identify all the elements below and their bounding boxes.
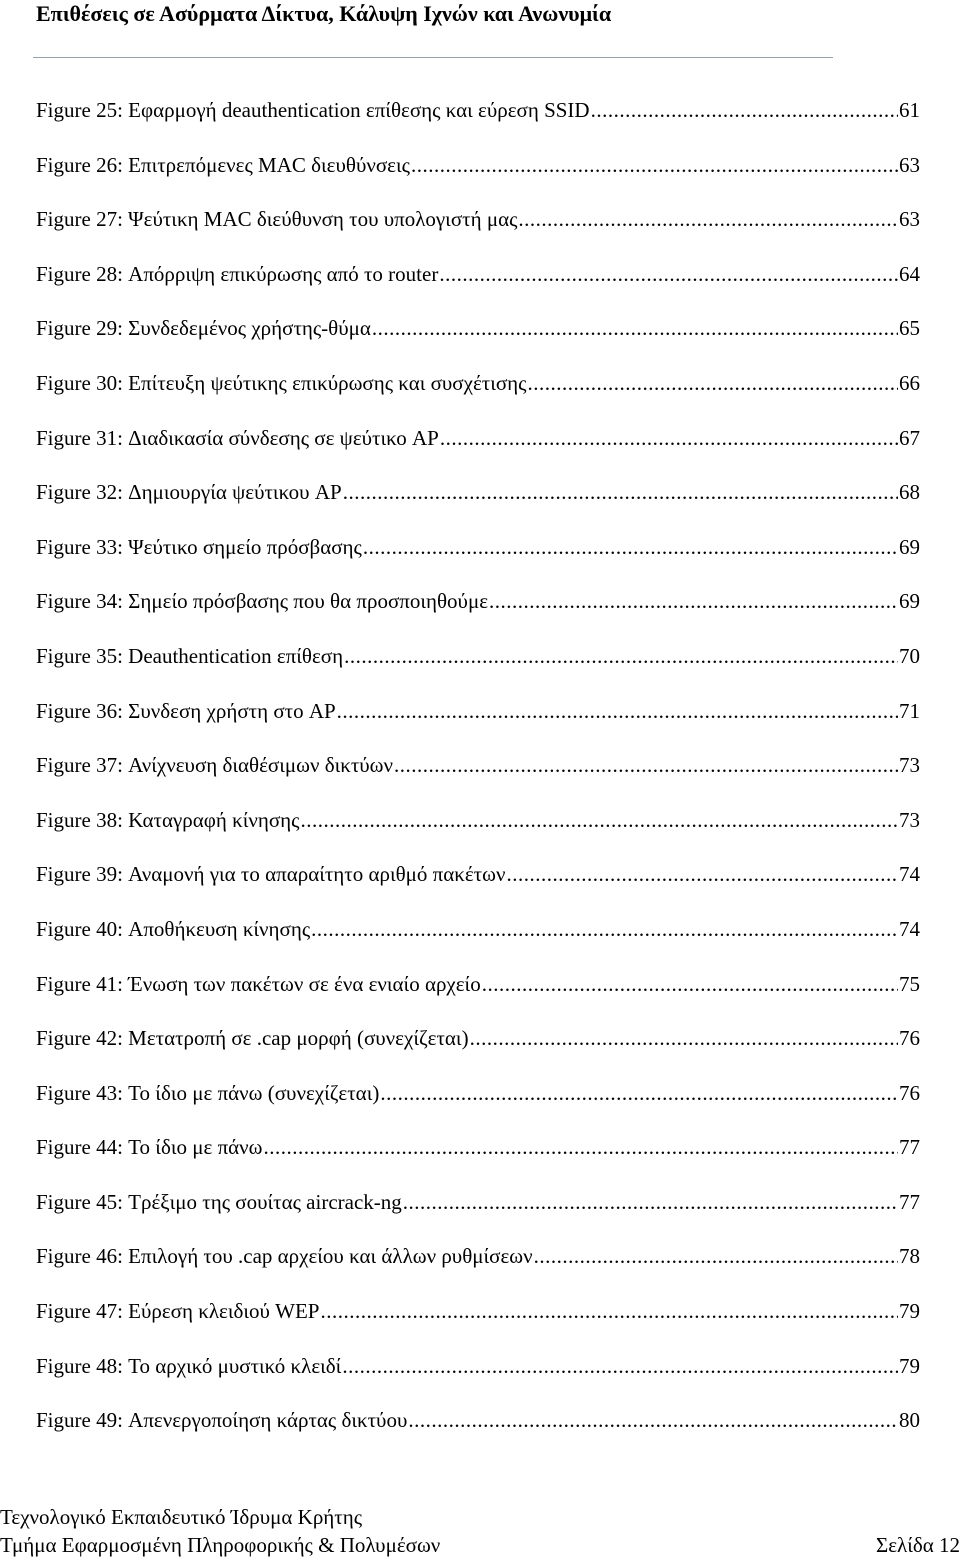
- toc-dot-leader: [527, 368, 898, 398]
- toc-entry[interactable]: [36, 1132, 920, 1187]
- toc-dot-leader: [411, 150, 898, 180]
- toc-entry[interactable]: [36, 95, 920, 150]
- toc-entry-page-number: 71: [899, 698, 920, 723]
- toc-dot-leader: [403, 1187, 898, 1217]
- toc-entry[interactable]: [36, 477, 920, 532]
- toc-entry-label: Figure 27: Ψεύτικη MAC διεύθυνση του υπολογιστή μας: [36, 207, 518, 232]
- toc-entry-label: Figure 36: Συνδεση χρήστη στο AP: [36, 698, 336, 723]
- toc-entry-label: Figure 31: Διαδικασία σύνδεσης σε ψεύτικο AP: [36, 425, 439, 450]
- page-header-title: Επιθέσεις σε Ασύρματα Δίκτυα, Κάλυψη Ιχνών και Ανωνυμία: [36, 1, 612, 26]
- toc-entry[interactable]: [36, 204, 920, 259]
- toc-dot-leader: [489, 586, 898, 616]
- toc-entry-label: Figure 33: Ψεύτικο σημείο πρόσβασης: [36, 534, 362, 559]
- toc-entry-label: Figure 49: Απενεργοποίηση κάρτας δικτύου: [36, 1408, 408, 1433]
- footer-institution: Τεχνολογικό Εκπαιδευτικό Ίδρυμα Κρήτης: [0, 1505, 363, 1529]
- toc-entry-label: Figure 35: Deauthentication επίθεση: [36, 643, 344, 668]
- toc-entry[interactable]: [36, 423, 920, 478]
- toc-entry-page-number: 73: [899, 807, 920, 832]
- toc-entry-label: Figure 38: Καταγραφή κίνησης: [36, 807, 300, 832]
- toc-entry-page-number: 73: [899, 753, 920, 778]
- toc-dot-leader: [394, 750, 898, 780]
- toc-dot-leader: [506, 859, 898, 889]
- toc-entry[interactable]: [36, 1023, 920, 1078]
- footer-page-number: Σελίδα 12: [875, 1533, 960, 1557]
- toc-entry-label: Figure 45: Τρέξιμο της σουίτας aircrack-ng: [36, 1189, 402, 1214]
- toc-entry-label: Figure 39: Αναμονή για το απαραίτητο αριθμό πακέτων: [36, 862, 506, 887]
- toc-entry-page-number: 69: [899, 589, 920, 614]
- toc-entry[interactable]: [36, 696, 920, 751]
- toc-entry[interactable]: [36, 150, 920, 205]
- toc-dot-leader: [372, 313, 898, 343]
- toc-entry-page-number: 77: [899, 1135, 920, 1160]
- toc-entry-page-number: 66: [899, 370, 920, 395]
- toc-entry-page-number: 74: [899, 862, 920, 887]
- toc-dot-leader: [264, 1132, 899, 1162]
- toc-entry-label: Figure 41: Ένωση των πακέτων σε ένα ενιαίο αρχείο: [36, 971, 481, 996]
- toc-dot-leader: [343, 477, 898, 507]
- toc-entry-page-number: 65: [899, 316, 920, 341]
- toc-entry[interactable]: [36, 750, 920, 805]
- toc-entry-page-number: 63: [899, 207, 920, 232]
- toc-entry-label: Figure 28: Απόρριψη επικύρωσης από το router: [36, 261, 439, 286]
- toc-dot-leader: [470, 1023, 898, 1053]
- toc-entry-label: Figure 25: Εφαρμογή deauthentication επίθεσης και εύρεση SSID: [36, 98, 590, 122]
- footer-department: Τμήμα Εφαρμοσμένη Πληροφορικής & Πολυμέσων: [0, 1533, 441, 1557]
- toc-entry[interactable]: [36, 1187, 920, 1242]
- toc-entry[interactable]: [36, 1296, 920, 1351]
- toc-entry[interactable]: [36, 859, 920, 914]
- toc-entry-label: Figure 47: Εύρεση κλειδιού WEP: [36, 1299, 320, 1324]
- toc-dot-leader: [311, 914, 898, 944]
- toc-dot-leader: [342, 1351, 898, 1381]
- toc-entry[interactable]: [36, 259, 920, 314]
- toc-entry-label: Figure 26: Επιτρεπόμενες MAC διευθύνσεις: [36, 152, 410, 177]
- toc-entry-page-number: 79: [899, 1299, 920, 1324]
- toc-entry-page-number: 79: [899, 1353, 920, 1378]
- toc-entry-page-number: 76: [899, 1080, 920, 1105]
- header-divider: [33, 57, 833, 58]
- toc-entry[interactable]: [36, 1351, 920, 1406]
- toc-entry-page-number: 76: [899, 1026, 920, 1051]
- toc-entry-page-number: 68: [899, 480, 920, 505]
- toc-entry-page-number: 64: [899, 261, 920, 286]
- toc-entry-page-number: 67: [899, 425, 920, 450]
- toc-entry-page-number: 80: [899, 1408, 920, 1433]
- toc-dot-leader: [439, 259, 898, 289]
- toc-entry-label: Figure 46: Επιλογή του .cap αρχείου και άλλων ρυθμίσεων: [36, 1244, 533, 1269]
- toc-entry-label: Figure 34: Σημείο πρόσβασης που θα προσποιηθούμε: [36, 589, 489, 614]
- toc-dot-leader: [440, 423, 898, 453]
- toc-entry[interactable]: [36, 586, 920, 641]
- toc-entry[interactable]: [36, 368, 920, 423]
- toc-entry[interactable]: [36, 313, 920, 368]
- toc-entry-page-number: 69: [899, 534, 920, 559]
- toc-entry[interactable]: [36, 1405, 920, 1460]
- toc-entry[interactable]: [36, 805, 920, 860]
- toc-entry[interactable]: [36, 1241, 920, 1296]
- toc-entry-label: Figure 48: Το αρχικό μυστικό κλειδί: [36, 1353, 342, 1378]
- toc-entry[interactable]: [36, 1078, 920, 1133]
- toc-entry-page-number: 77: [899, 1189, 920, 1214]
- toc-entry-label: Figure 30: Επίτευξη ψεύτικης επικύρωσης και συσχέτισης: [36, 370, 527, 395]
- toc-dot-leader: [300, 805, 898, 835]
- toc-dot-leader: [337, 696, 898, 726]
- footer-bottom-line: [0, 1530, 960, 1560]
- toc-entry[interactable]: [36, 641, 920, 696]
- toc-dot-leader: [534, 1241, 898, 1271]
- toc-entry-page-number: 78: [899, 1244, 920, 1269]
- toc-entry-label: Figure 37: Ανίχνευση διαθέσιμων δικτύων: [36, 753, 393, 778]
- toc-entry[interactable]: [36, 532, 920, 587]
- toc-dot-leader: [380, 1078, 898, 1108]
- toc-entry[interactable]: [36, 914, 920, 969]
- toc-dot-leader: [518, 204, 898, 234]
- toc-dot-leader: [321, 1296, 899, 1326]
- toc-entry-label: Figure 40: Αποθήκευση κίνησης: [36, 916, 311, 941]
- toc-entry-label: Figure 43: Το ίδιο με πάνω (συνεχίζεται): [36, 1080, 380, 1105]
- table-of-figures: [36, 95, 920, 1460]
- toc-entry[interactable]: [36, 969, 920, 1024]
- toc-dot-leader: [482, 969, 898, 999]
- toc-dot-leader: [363, 532, 898, 562]
- toc-dot-leader: [408, 1405, 898, 1435]
- toc-entry-label: Figure 32: Δημιουργία ψεύτικου AP: [36, 480, 342, 505]
- toc-entry-page-number: 63: [899, 152, 920, 177]
- toc-entry-page-number: 61: [899, 98, 920, 122]
- toc-dot-leader: [591, 95, 898, 125]
- toc-dot-leader: [344, 641, 898, 671]
- toc-entry-page-number: 70: [899, 643, 920, 668]
- toc-entry-label: Figure 44: Το ίδιο με πάνω: [36, 1135, 263, 1160]
- toc-entry-page-number: 74: [899, 916, 920, 941]
- toc-entry-label: Figure 42: Μετατροπή σε .cap μορφή (συνεχίζεται): [36, 1026, 469, 1051]
- toc-entry-page-number: 75: [899, 971, 920, 996]
- toc-entry-label: Figure 29: Συνδεδεμένος χρήστης-θύμα: [36, 316, 371, 341]
